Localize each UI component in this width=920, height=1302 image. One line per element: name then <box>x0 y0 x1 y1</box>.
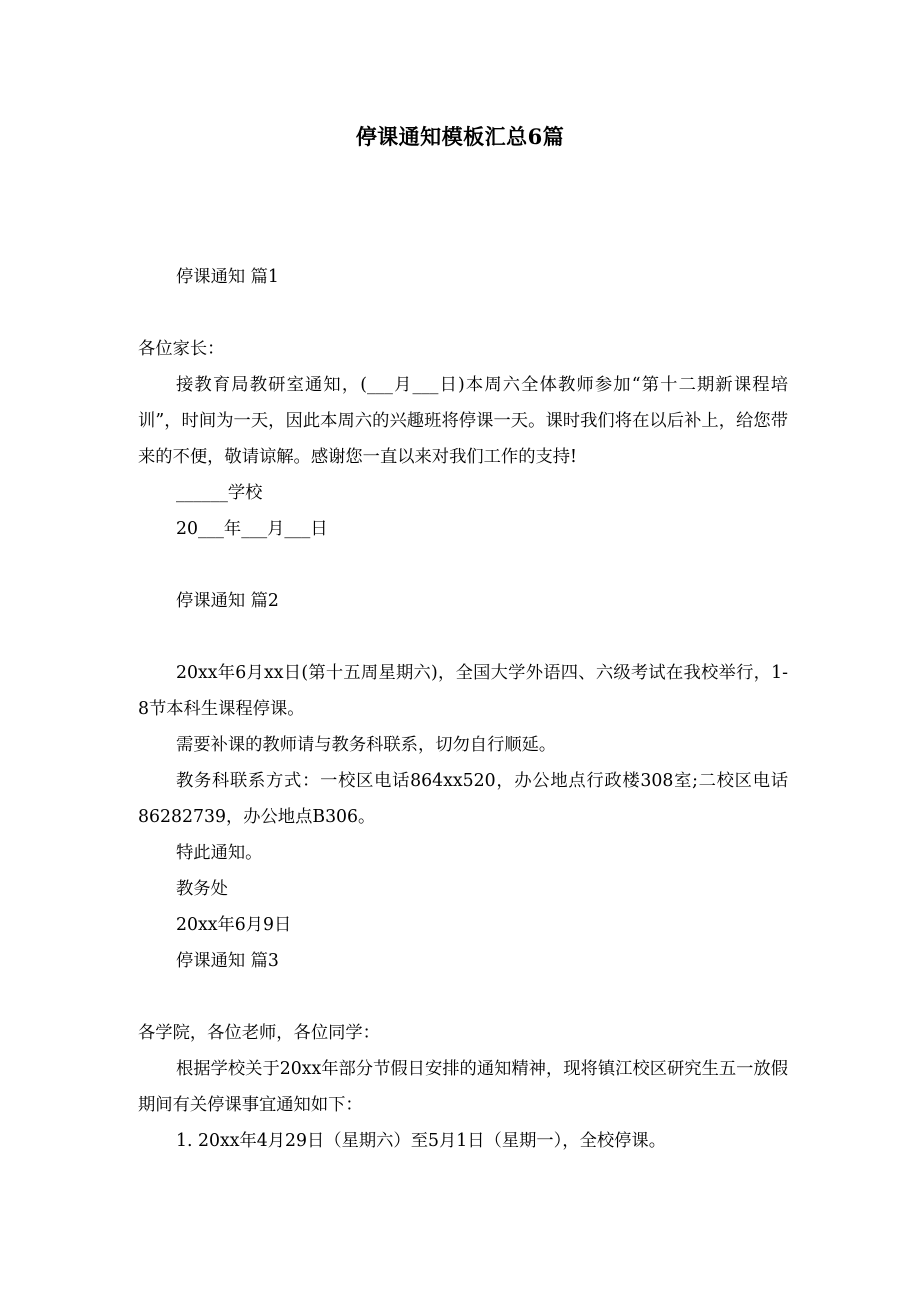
section-2-date: 20xx年6月9日 <box>176 915 292 935</box>
section-2-paragraph-3: 教务科联系方式：一校区电话864xx520，办公地点行政楼308室;二校区电话86282739，办公地点B306。 <box>138 771 788 827</box>
section-3-paragraph-1: 根据学校关于20xx年部分节假日安排的通知精神，现将镇江校区研究生五一放假期间有关停课事宜通知如下： <box>138 1059 788 1115</box>
section-1-heading: 停课通知 篇1 <box>176 267 279 287</box>
section-2-paragraph-4: 特此通知。 <box>176 843 263 863</box>
section-2-heading: 停课通知 篇2 <box>176 591 279 611</box>
section-1-paragraph-1: 接教育局教研室通知，(___月___日)本周六全体教师参加“第十二期新课程培训”，时间为一天，因此本周六的兴趣班将停课一天。课时我们将在以后补上，给您带来的不便，敬请谅解。感谢您一直以来对我们工作的支持! <box>138 375 788 467</box>
section-1-greeting: 各位家长： <box>138 339 225 359</box>
section-3-paragraph-2: 1. 20xx年4月29日（星期六）至5月1日（星期一），全校停课。 <box>176 1131 666 1151</box>
section-1-date: 20___年___月___日 <box>176 519 328 539</box>
section-2-paragraph-2: 需要补课的教师请与教务科联系，切勿自行顺延。 <box>176 735 557 755</box>
section-2-signature: 教务处 <box>176 879 228 899</box>
section-3-heading: 停课通知 篇3 <box>176 951 279 971</box>
section-3-greeting: 各学院，各位老师，各位同学： <box>138 1023 380 1043</box>
document-title: 停课通知模板汇总6篇 <box>355 124 565 149</box>
section-2-paragraph-1: 20xx年6月xx日(第十五周星期六)，全国大学外语四、六级考试在我校举行，1-8节本科生课程停课。 <box>138 663 788 719</box>
section-1-signature: ______学校 <box>176 483 263 503</box>
